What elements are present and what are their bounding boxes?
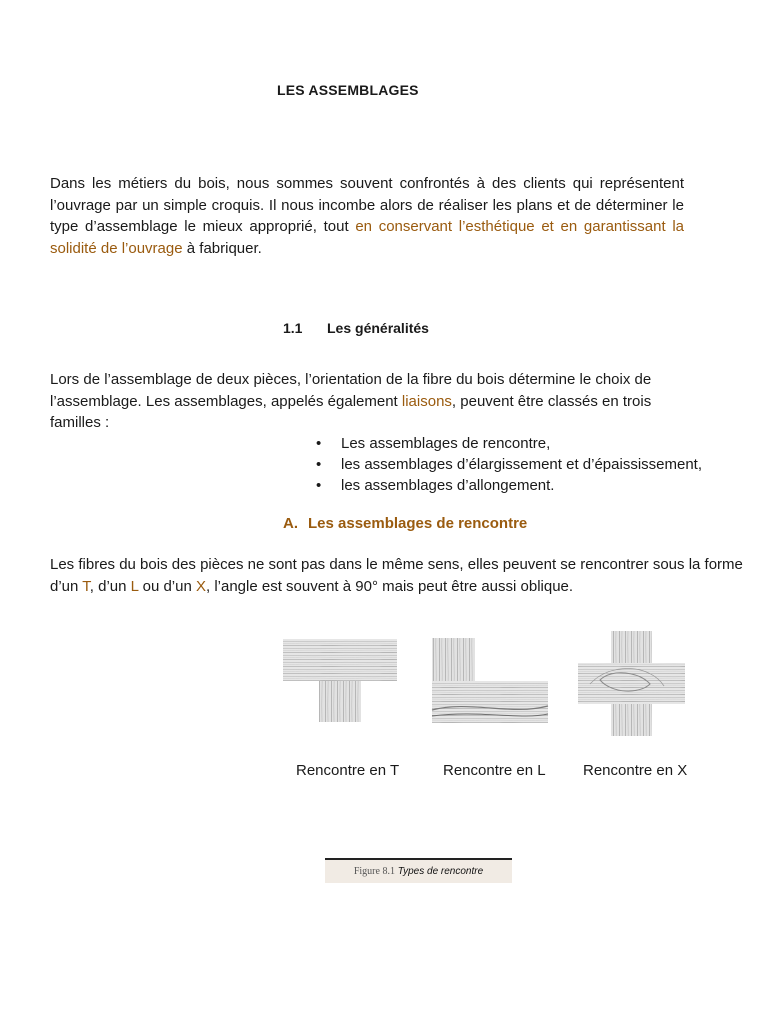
caption-x: Rencontre en X — [583, 762, 688, 779]
shape-x: X — [195, 577, 206, 595]
x-joint-illustration — [578, 631, 685, 736]
liaisons-term: liaisons — [401, 392, 452, 410]
x-joint-horizontal-piece — [578, 663, 685, 704]
figure-caption — [325, 858, 512, 883]
caption-l: Rencontre en L — [443, 762, 546, 779]
figure-title: Types de rencontre — [397, 866, 484, 877]
section-number: 1.1 — [283, 320, 303, 336]
l-joint-illustration — [432, 638, 548, 723]
list-item-text: les assemblages d’élargissement et d’épaississement, — [341, 456, 703, 473]
intro-highlight: en conservant l’esthétique et en garantissant la solidité de l’ouvrage — [50, 218, 684, 257]
bullet-icon: • — [316, 435, 322, 452]
bullet-icon: • — [316, 456, 322, 473]
shape-t: T — [82, 577, 90, 595]
l-joint-vertical-piece — [432, 638, 475, 682]
subsection-title: Les assemblages de rencontre — [308, 515, 528, 532]
generalites-text-end: , peuvent être classés en trois familles : — [50, 392, 652, 431]
shape-l: L — [130, 577, 139, 595]
list-item-text: les assemblages d’allongement. — [341, 477, 555, 494]
rencontre-text: , d’un — [89, 577, 131, 595]
t-joint-horizontal-piece — [283, 639, 397, 681]
rencontre-text: Les fibres du bois des pièces ne sont pas dans le même sens, elles peuvent se rencontrer sous la forme d’un — [50, 556, 743, 595]
intro-text-end: à fabriquer. — [182, 239, 262, 257]
l-joint-horizontal-piece — [432, 681, 548, 723]
list-item-text: Les assemblages de rencontre, — [341, 435, 551, 452]
t-joint-illustration — [283, 639, 397, 722]
rencontre-text: ou d’un — [138, 577, 196, 595]
figure-label: Figure 8.1 — [353, 866, 395, 877]
caption-t: Rencontre en T — [296, 762, 400, 779]
section-title: Les généralités — [327, 320, 429, 336]
subsection-letter: A. — [283, 515, 298, 532]
page-title: LES ASSEMBLAGES — [277, 82, 419, 98]
intro-text: Dans les métiers du bois, nous sommes souvent confrontés à des clients qui représentent l’ouvrage par un simple croquis. Il nous incombe alors de réaliser les plans et de déterminer le type d’assemblage le mieux approprié, tout — [50, 175, 684, 235]
bullet-icon: • — [316, 477, 322, 494]
rencontre-text: , l’angle est souvent à 90° mais peut être aussi oblique. — [206, 577, 574, 595]
generalites-text: Lors de l’assemblage de deux pièces, l’orientation de la fibre du bois détermine le choix de l’assemblage. Les assemblages, appelés également — [50, 371, 652, 410]
t-joint-vertical-piece — [319, 680, 361, 722]
